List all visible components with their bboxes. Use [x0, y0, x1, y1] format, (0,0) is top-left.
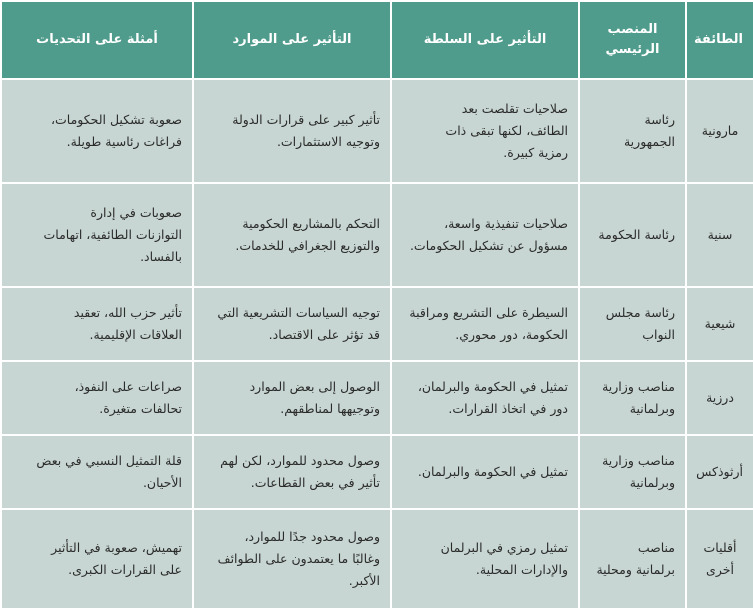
table-row — [1, 435, 753, 509]
challenges-cell: تأثير حزب الله، تعقيد العلاقات الإقليمية. — [1, 287, 193, 361]
resources-cell: التحكم بالمشاريع الحكومية والتوزيع الجغرافي للخدمات. — [193, 183, 391, 287]
table-row — [1, 361, 753, 435]
position-cell: رئاسة الحكومة — [579, 183, 686, 287]
challenges-cell: صراعات على النفوذ، تحالفات متغيرة. — [1, 361, 193, 435]
header-row — [1, 1, 753, 79]
table-body — [1, 79, 753, 609]
power-cell: تمثيل في الحكومة والبرلمان، دور في اتخاذ القرارات. — [391, 361, 579, 435]
resources-cell: وصول محدود للموارد، لكن لهم تأثير في بعض القطاعات. — [193, 435, 391, 509]
table-row — [1, 509, 753, 609]
sect-cell: شيعية — [686, 287, 753, 361]
power-cell: صلاحيات تقلصت بعد الطائف، لكنها تبقى ذات رمزية كبيرة. — [391, 79, 579, 183]
sect-cell: أقليات أخرى — [686, 509, 753, 609]
header-main-position: المنصب الرئيسي — [579, 1, 686, 79]
header-power-impact: التأثير على السلطة — [391, 1, 579, 79]
challenges-cell: تهميش، صعوبة في التأثير على القرارات الكبرى. — [1, 509, 193, 609]
table-header — [1, 1, 753, 79]
table-row — [1, 79, 753, 183]
resources-cell: وصول محدود جدًا للموارد، وغالبًا ما يعتمدون على الطوائف الأكبر. — [193, 509, 391, 609]
resources-cell: الوصول إلى بعض الموارد وتوجيهها لمناطقهم. — [193, 361, 391, 435]
challenges-cell: صعوبات في إدارة التوازنات الطائفية، اتهامات بالفساد. — [1, 183, 193, 287]
position-cell: رئاسة مجلس النواب — [579, 287, 686, 361]
header-challenges: أمثلة على التحديات — [1, 1, 193, 79]
position-cell: مناصب برلمانية ومحلية — [579, 509, 686, 609]
sect-cell: مارونية — [686, 79, 753, 183]
power-cell: تمثيل رمزي في البرلمان والإدارات المحلية. — [391, 509, 579, 609]
resources-cell: تأثير كبير على قرارات الدولة وتوجيه الاستثمارات. — [193, 79, 391, 183]
position-cell: مناصب وزارية وبرلمانية — [579, 361, 686, 435]
table-row — [1, 183, 753, 287]
power-cell: تمثيل في الحكومة والبرلمان. — [391, 435, 579, 509]
challenges-cell: صعوبة تشكيل الحكومات، فراغات رئاسية طويلة. — [1, 79, 193, 183]
header-resources-impact: التأثير على الموارد — [193, 1, 391, 79]
sect-cell: درزية — [686, 361, 753, 435]
header-sect: الطائفة — [686, 1, 753, 79]
position-cell: مناصب وزارية وبرلمانية — [579, 435, 686, 509]
sect-cell: أرثوذكس — [686, 435, 753, 509]
challenges-cell: قلة التمثيل النسبي في بعض الأحيان. — [1, 435, 193, 509]
position-cell: رئاسة الجمهورية — [579, 79, 686, 183]
power-cell: صلاحيات تنفيذية واسعة، مسؤول عن تشكيل الحكومات. — [391, 183, 579, 287]
table-row — [1, 287, 753, 361]
power-cell: السيطرة على التشريع ومراقبة الحكومة، دور محوري. — [391, 287, 579, 361]
resources-cell: توجيه السياسات التشريعية التي قد تؤثر على الاقتصاد. — [193, 287, 391, 361]
sect-cell: سنية — [686, 183, 753, 287]
